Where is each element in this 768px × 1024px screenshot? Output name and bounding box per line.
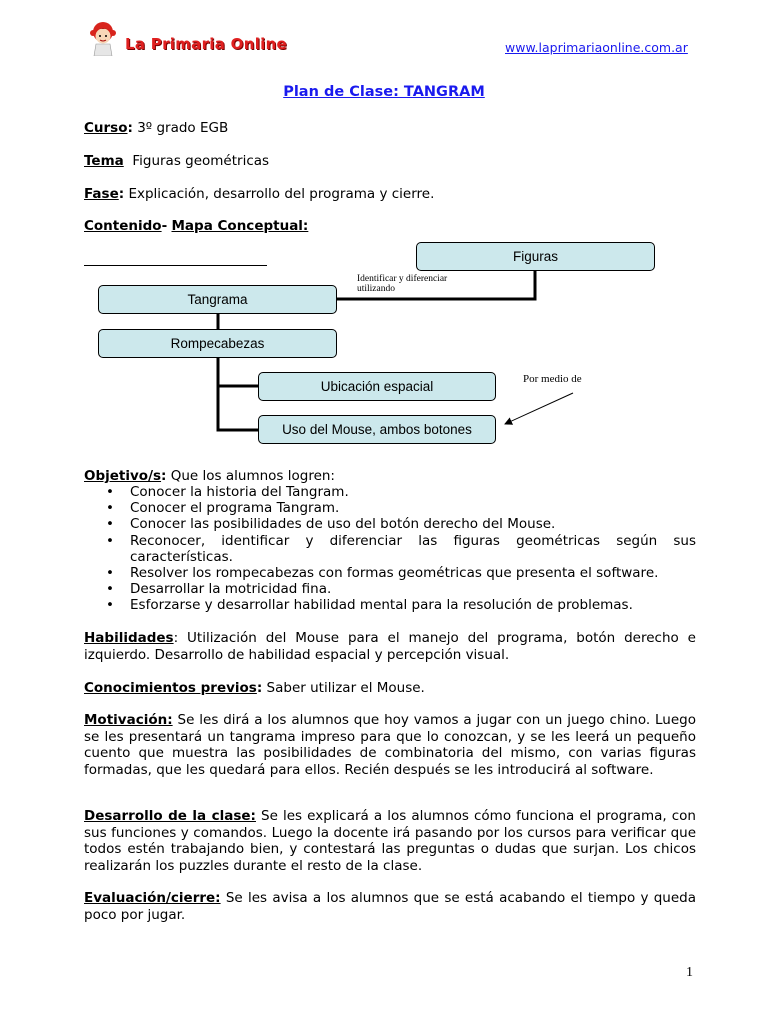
- site-url-link[interactable]: www.laprimariaonline.com.ar: [505, 40, 688, 55]
- evaluacion-text: Se les avisa a los alumnos que se está acabando el tiempo y queda poco por jugar.: [84, 890, 696, 923]
- note-identificar: Identificar y diferenciar utilizando: [357, 274, 448, 294]
- habilidades-label: Habilidades: [84, 630, 174, 646]
- tema-label: Tema: [84, 153, 124, 169]
- list-item: • Desarrollar la motricidad fina.: [130, 581, 696, 597]
- box-figuras: Figuras: [416, 242, 655, 271]
- box-uso-mouse: Uso del Mouse, ambos botones: [258, 415, 496, 444]
- list-item: • Esforzarse y desarrollar habilidad mental para la resolución de problemas.: [130, 597, 696, 613]
- note-por-medio: Por medio de: [523, 373, 582, 385]
- desarrollo-label: Desarrollo de la clase:: [84, 808, 256, 824]
- tema-value: Figuras geométricas: [132, 153, 270, 169]
- por-medio-arrow: [505, 393, 573, 424]
- curso-line: Curso: 3º grado EGB: [84, 120, 229, 136]
- list-item: • Conocer la historia del Tangram.: [130, 484, 696, 500]
- habilidades-text: Utilización del Mouse para el manejo del programa, botón derecho e izquierdo. Desarrollo de habilidad espacial y percepción visual.: [84, 630, 696, 663]
- conocimientos-text: Saber utilizar el Mouse.: [266, 680, 425, 696]
- box-ubicacion: Ubicación espacial: [258, 372, 496, 401]
- objetivos-intro: Que los alumnos logren:: [170, 468, 335, 484]
- contenido-line: Contenido- Mapa Conceptual:: [84, 218, 309, 234]
- fase-value: Explicación, desarrollo del programa y cierre.: [128, 186, 435, 202]
- box-tangrama: Tangrama: [98, 285, 337, 314]
- list-item: • Conocer el programa Tangram.: [130, 500, 696, 516]
- objetivos-line: Objetivo/s: Que los alumnos logren:: [84, 468, 335, 484]
- page-title: Plan de Clase: TANGRAM: [283, 84, 485, 100]
- motivacion-label: Motivación:: [84, 712, 173, 728]
- habilidades-paragraph: Habilidades: Utilización del Mouse para el manejo del programa, botón derecho e izquierdo. Desarrollo de habilidad espacial y percepción visual.: [84, 630, 696, 663]
- rompecabezas-connector: [218, 358, 258, 430]
- motivacion-text: Se les dirá a los alumnos que hoy vamos a jugar con un juego chino. Luego se les presentará un tangrama impreso para que lo conozcan, y se les leerá un pequeño cuento que muestra las posibilidades de combinatoria del mismo, con varias figuras formadas, que les quedará para ellos. Recién después se les introducirá al software.: [84, 712, 696, 778]
- objetivos-label: Objetivo/s: [84, 468, 162, 484]
- page-number: 1: [686, 965, 693, 980]
- box-rompecabezas: Rompecabezas: [98, 329, 337, 358]
- fase-line: Fase: Explicación, desarrollo del programa y cierre.: [84, 186, 435, 202]
- evaluacion-paragraph: [84, 890, 696, 923]
- list-item: • Reconocer, identificar y diferenciar las figuras geométricas según sus características.: [130, 533, 696, 565]
- curso-value: 3º grado EGB: [137, 120, 229, 136]
- conocimientos-label: Conocimientos previos: [84, 680, 257, 696]
- curso-label: Curso: [84, 120, 128, 136]
- contenido-label: Contenido: [84, 218, 162, 234]
- conocimientos-paragraph: Conocimientos previos: Saber utilizar el Mouse.: [84, 680, 425, 696]
- logo-text: La Primaria Online: [125, 35, 288, 53]
- list-item: • Conocer las posibilidades de uso del botón derecho del Mouse.: [130, 516, 696, 532]
- fase-label: Fase: [84, 186, 119, 202]
- motivacion-paragraph: [84, 712, 696, 778]
- evaluacion-label: Evaluación/cierre:: [84, 890, 221, 906]
- mapa-label: Mapa Conceptual:: [171, 218, 309, 234]
- objetivos-list: [84, 484, 696, 614]
- list-item: • Resolver los rompecabezas con formas geométricas que presenta el software.: [130, 565, 696, 581]
- desarrollo-text: Se les explicará a los alumnos cómo funciona el programa, con sus funciones y comandos. Luego la docente irá pasando por los cursos para verificar que todos estén trabajando bien, y contestará las preguntas o dudas que surjan. Los chicos realizarán los puzzles durante el resto de la clase.: [84, 808, 696, 874]
- desarrollo-paragraph: [84, 808, 696, 874]
